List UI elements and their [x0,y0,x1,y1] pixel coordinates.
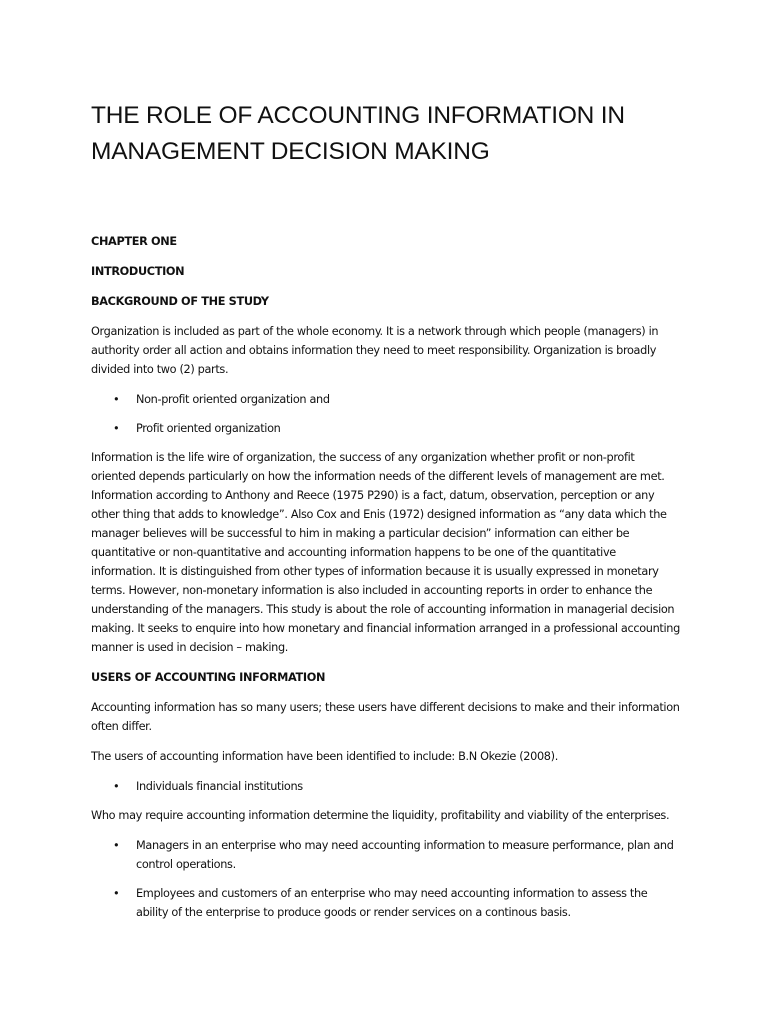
bullet-icon: • [113,780,120,793]
document-body [91,232,681,932]
list-item [91,884,681,922]
list-item-text: Individuals financial institutions [136,780,303,793]
list-item-text: Managers in an enterprise who may need accounting information to measure performance, plan and control operations. [136,839,674,871]
chapter-heading: CHAPTER ONE [91,235,177,248]
list-item-text: Profit oriented organization [136,422,281,435]
paragraph-users-identified: The users of accounting information have been identified to include: B.N Okezie (2008). [91,750,558,763]
list-item [91,419,681,438]
list-item-text: Non-profit oriented organization and [136,393,330,406]
bullet-icon: • [113,393,120,406]
list-item [91,777,681,796]
list-item [91,836,681,874]
paragraph-information: Information is the life wire of organization, the success of any organization whether profit or non-profit oriented depends particularly on how the information needs of the different levels of management are met. Information according to Anthony and Reece (1975 P290) is a fact, datum, observation, perception or any other thing that adds to knowledge”. Also Cox and Enis (1972) designed information as “any data which the manager believes will be successful to him in making a particular decision” information can either be quantitative or non-quantitative and accounting information happens to be one of the quantitative information. It is distinguished from other types of information because it is usually expressed in monetary terms. However, non-monetary information is also included in accounting reports in order to enhance the understanding of the managers. This study is about the role of accounting information in managerial decision making. It seeks to enquire into how monetary and financial information arranged in a professional accounting manner is used in decision – making. [91,451,680,654]
organization-types-list [91,390,681,438]
users-heading: USERS OF ACCOUNTING INFORMATION [91,671,326,684]
title-line-2: MANAGEMENT DECISION MAKING [91,138,490,165]
bullet-icon: • [113,422,120,435]
paragraph-who-may-require: Who may require accounting information determine the liquidity, profitability and viability of the enterprises. [91,809,670,822]
bullet-icon: • [113,839,120,852]
paragraph-organization: Organization is included as part of the whole economy. It is a network through which people (managers) in authority order all action and obtains information they need to meet responsibility. Organization is broadly divided into two (2) parts. [91,325,659,376]
document-title [91,98,681,170]
introduction-heading: INTRODUCTION [91,265,185,278]
paragraph-users: Accounting information has so many users; these users have different decisions to make and their information often differ. [91,701,680,733]
title-line-1: THE ROLE OF ACCOUNTING INFORMATION IN [91,102,625,129]
bullet-icon: • [113,887,120,900]
list-item-text: Employees and customers of an enterprise who may need accounting information to assess the ability of the enterprise to produce goods or render services on a continous basis. [136,887,648,919]
users-list-1 [91,777,681,796]
users-list-2 [91,836,681,922]
background-heading: BACKGROUND OF THE STUDY [91,295,269,308]
list-item [91,390,681,409]
